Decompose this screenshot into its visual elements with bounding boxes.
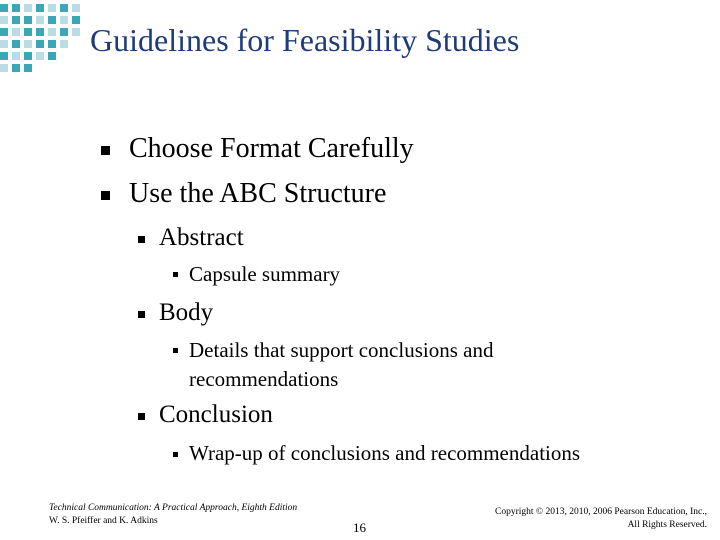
sub-bullet-abstract: Abstract [159,224,244,251]
bullet-abc-structure: Use the ABC Structure [129,178,387,209]
detail-capsule-summary: Capsule summary [189,262,341,286]
sub-bullet-conclusion: Conclusion [159,401,273,428]
bullet-square-icon [173,452,178,457]
sub-bullet-body: Body [159,299,214,326]
footer-citation [49,502,297,528]
bullet-square-icon [101,191,110,200]
slide-title: Guidelines for Feasibility Studies [90,22,520,58]
footer-authors: W. S. Pfeiffer and K. Adkins [49,516,158,526]
corner-decoration-grid [0,0,90,80]
bullet-square-icon [101,146,110,155]
bullet-square-icon [173,348,178,353]
bullet-choose-format: Choose Format Carefully [129,133,414,164]
copyright-line-2: All Rights Reserved. [627,520,707,530]
footer-book-title: Technical Communication: A Practical Approach, Eighth Edition [49,503,298,513]
detail-body-line1: Details that support conclusions and [189,338,494,362]
footer-copyright [495,506,707,532]
page-number: 16 [353,520,366,535]
detail-body-line2: recommendations [189,367,339,391]
bullet-square-icon [138,413,145,420]
bullet-square-icon [173,272,178,277]
copyright-line-1: Copyright © 2013, 2010, 2006 Pearson Education, Inc., [495,507,707,517]
bullet-square-icon [138,236,145,243]
bullet-square-icon [138,311,145,318]
detail-conclusion: Wrap-up of conclusions and recommendations [189,441,581,465]
